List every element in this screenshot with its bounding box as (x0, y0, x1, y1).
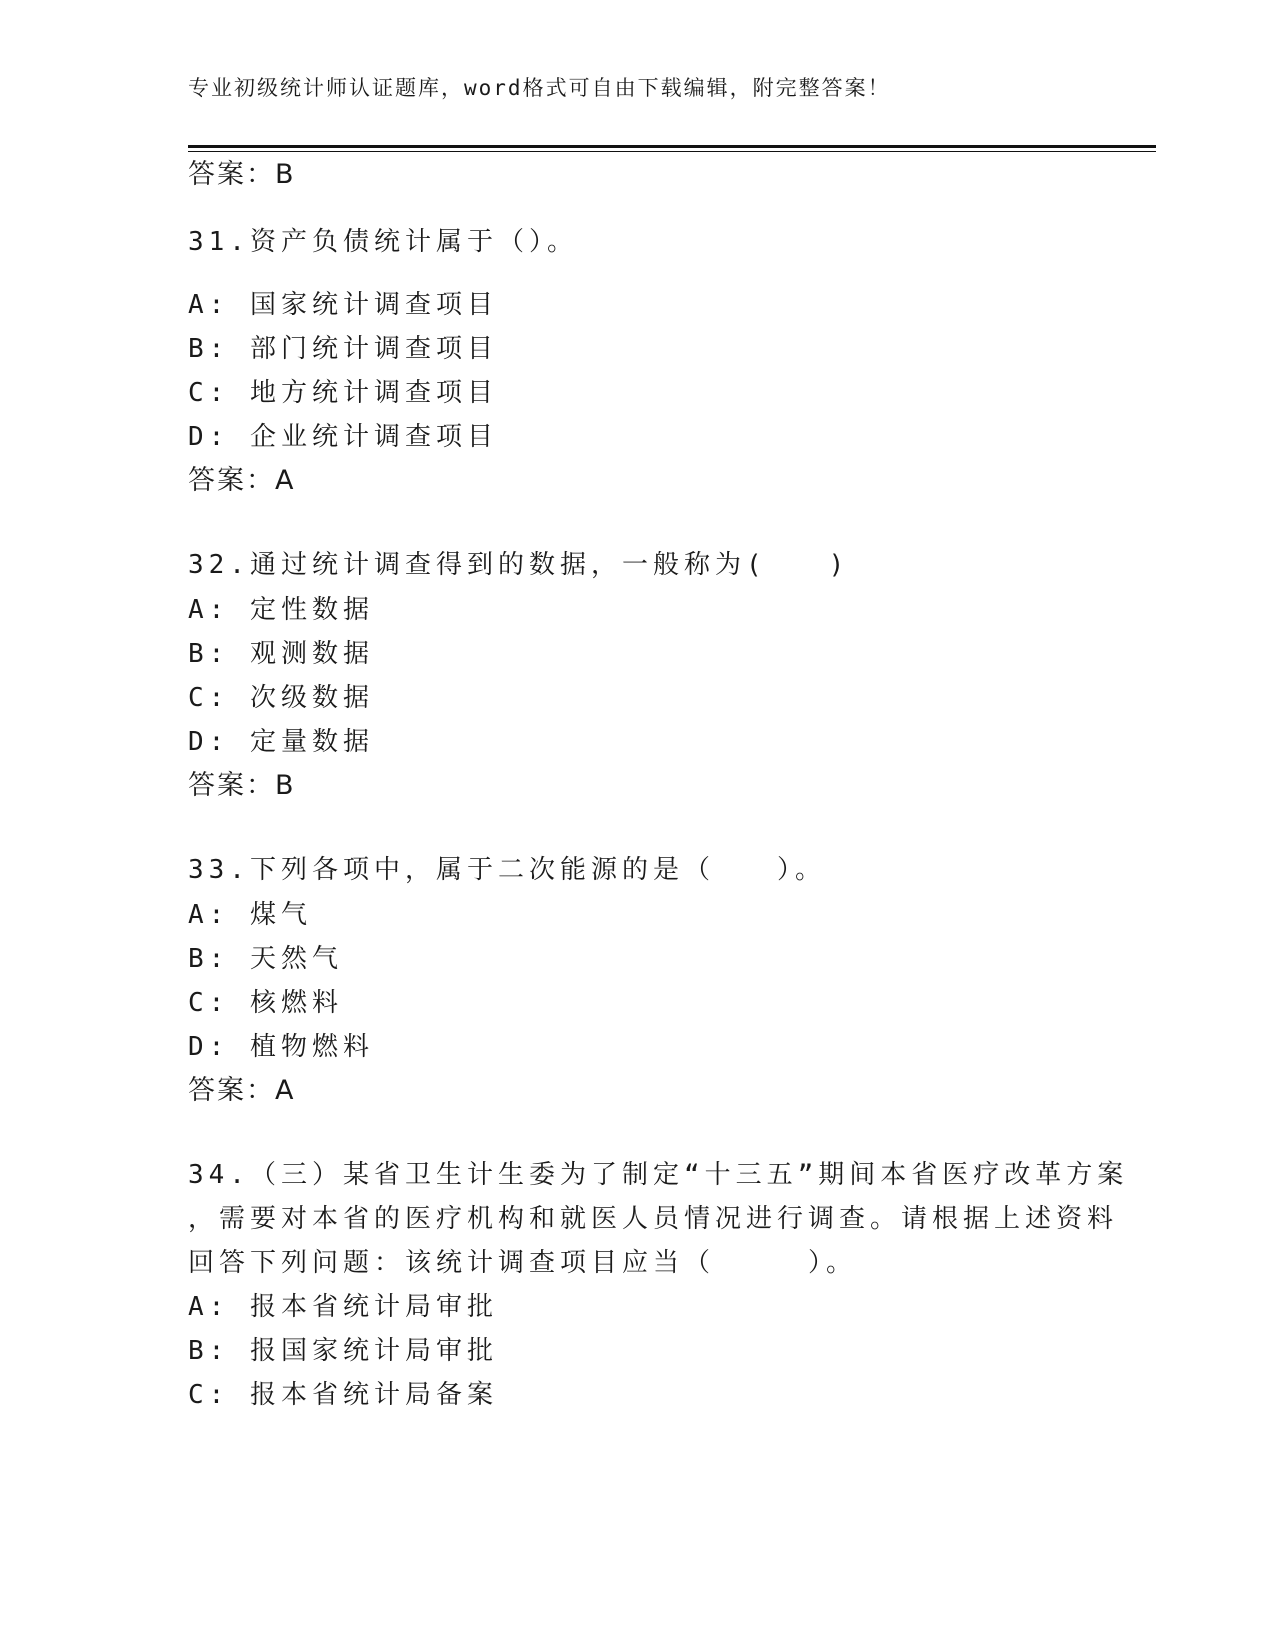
prev-answer: 答案：B (188, 159, 296, 190)
question-31-answer: 答案：A (188, 465, 296, 496)
question-32-option-c: C: 次级数据 (188, 683, 374, 713)
question-31-stem: 31.资产负债统计属于（）。 (188, 227, 578, 257)
question-33-answer: 答案：A (188, 1075, 296, 1106)
question-34-stem-line-2: ，需要对本省的医疗机构和就医人员情况进行调查。请根据上述资料 (188, 1204, 1119, 1234)
question-32-option-b: B: 观测数据 (188, 639, 374, 669)
page-header: 专业初级统计师认证题库，word格式可自由下载编辑，附完整答案！ (188, 76, 891, 100)
question-33-option-b: B: 天然气 (188, 944, 343, 974)
question-33-stem: 33.下列各项中，属于二次能源的是（ ）。 (188, 855, 826, 885)
question-32-answer: 答案：B (188, 770, 296, 801)
question-31-option-c: C: 地方统计调查项目 (188, 378, 498, 408)
question-31-option-a: A: 国家统计调查项目 (188, 290, 498, 320)
question-32-option-a: A: 定性数据 (188, 595, 374, 625)
question-32-option-d: D: 定量数据 (188, 727, 374, 757)
question-31-option-b: B: 部门统计调查项目 (188, 334, 498, 364)
question-33-option-c: C: 核燃料 (188, 988, 343, 1018)
question-34-stem-line-1: 34.（三）某省卫生计生委为了制定“十三五”期间本省医疗改革方案 (188, 1160, 1129, 1190)
header-rule-thin (188, 151, 1156, 152)
question-34-option-c: C: 报本省统计局备案 (188, 1380, 498, 1410)
header-rule-thick (188, 145, 1156, 148)
question-34-stem-line-3: 回答下列问题：该统计调查项目应当（ ）。 (188, 1248, 858, 1278)
question-32-stem: 32.通过统计调查得到的数据，一般称为( ) (188, 550, 850, 580)
question-34-option-a: A: 报本省统计局审批 (188, 1292, 498, 1322)
question-34-option-b: B: 报国家统计局审批 (188, 1336, 498, 1366)
question-33-option-d: D: 植物燃料 (188, 1032, 374, 1062)
question-33-option-a: A: 煤气 (188, 900, 312, 930)
question-31-option-d: D: 企业统计调查项目 (188, 422, 498, 452)
